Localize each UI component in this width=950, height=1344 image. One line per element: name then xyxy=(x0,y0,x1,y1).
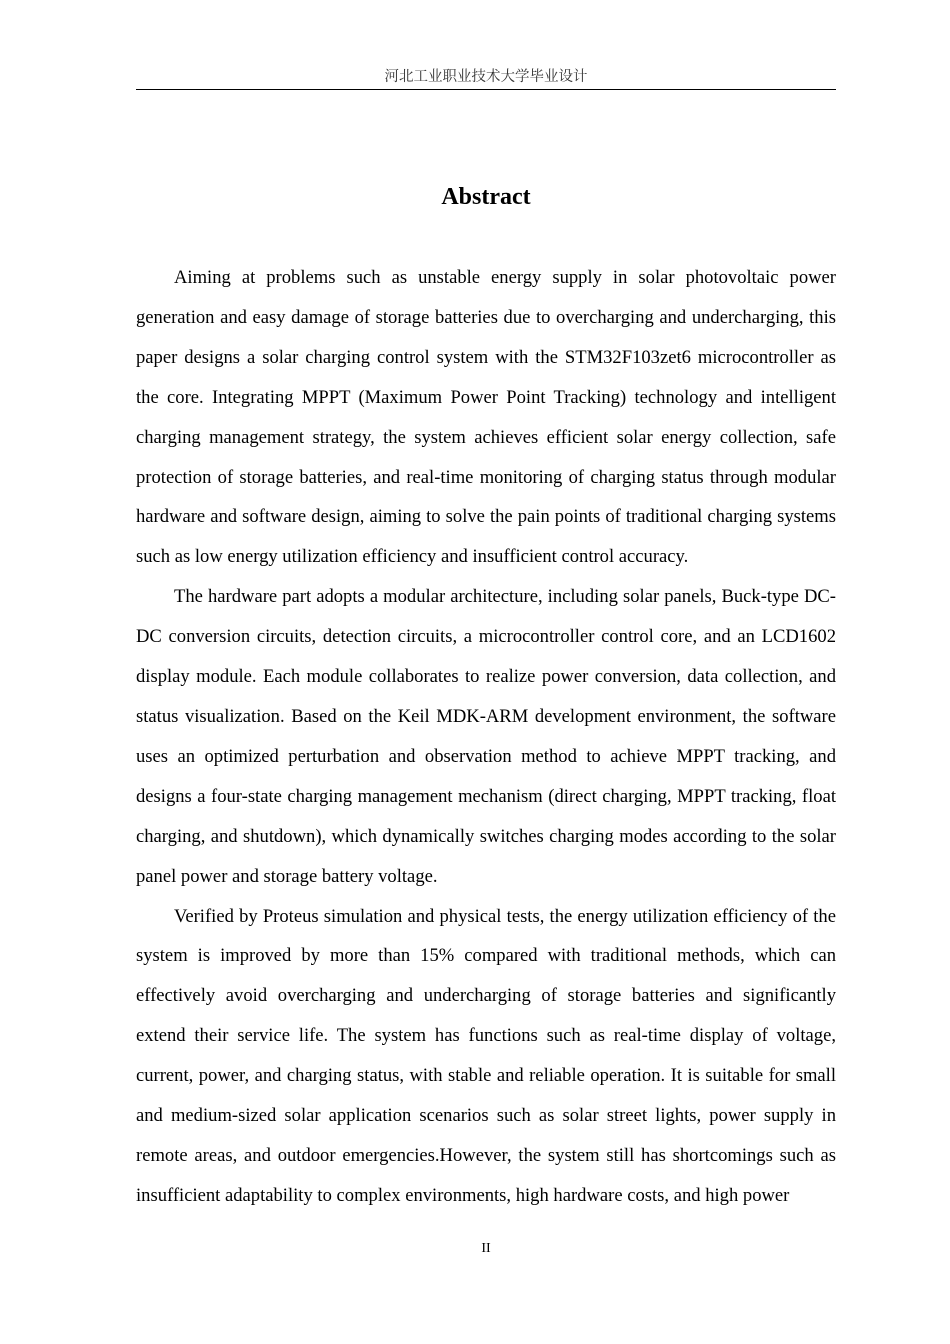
abstract-paragraph-1: Aiming at problems such as unstable energy supply in solar photovoltaic power generation and easy damage of storage batteries due to overcharging and undercharging, this paper designs a solar charging control system with the STM32F103zet6 microcontroller as the core. Integrating MPPT (Maximum Power Point Tracking) technology and intelligent charging management strategy, the system achieves efficient solar energy collection, safe protection of storage batteries, and real-time monitoring of charging status through modular hardware and software design, aiming to solve the pain points of traditional charging systems such as low energy utilization efficiency and insufficient control accuracy. xyxy=(136,267,836,568)
abstract-title: Abstract xyxy=(441,184,531,210)
abstract-paragraph-2: The hardware part adopts a modular architecture, including solar panels, Buck-type DC-DC conversion circuits, detection circuits, a microcontroller control core, and an LCD1602 display module. Each module collaborates to realize power conversion, data collection, and status visualization. Based on the Keil MDK-ARM development environment, the software uses an optimized perturbation and observation method to achieve MPPT tracking, and designs a four-state charging management mechanism (direct charging, MPPT tracking, float charging, and shutdown), which dynamically switches charging modes according to the solar panel power and storage battery voltage. xyxy=(136,586,836,887)
page-number: II xyxy=(481,1241,491,1256)
header-text: 河北工业职业技术大学毕业设计 xyxy=(384,69,588,85)
abstract-paragraph-3: Verified by Proteus simulation and physical tests, the energy utilization efficiency of the system is improved by more than 15% compared with traditional methods, which can effectively avoid overcharging and undercharging of storage batteries and significantly extend their service life. The system has functions such as real-time display of voltage, current, power, and charging status, with stable and reliable operation. It is suitable for small and medium-sized solar application scenarios such as solar street lights, power supply in remote areas, and outdoor emergencies.However, the system still has shortcomings such as insufficient adaptability to complex environments, high hardware costs, and high power xyxy=(136,905,836,1206)
page-header xyxy=(136,66,836,90)
abstract-body xyxy=(136,258,836,1218)
